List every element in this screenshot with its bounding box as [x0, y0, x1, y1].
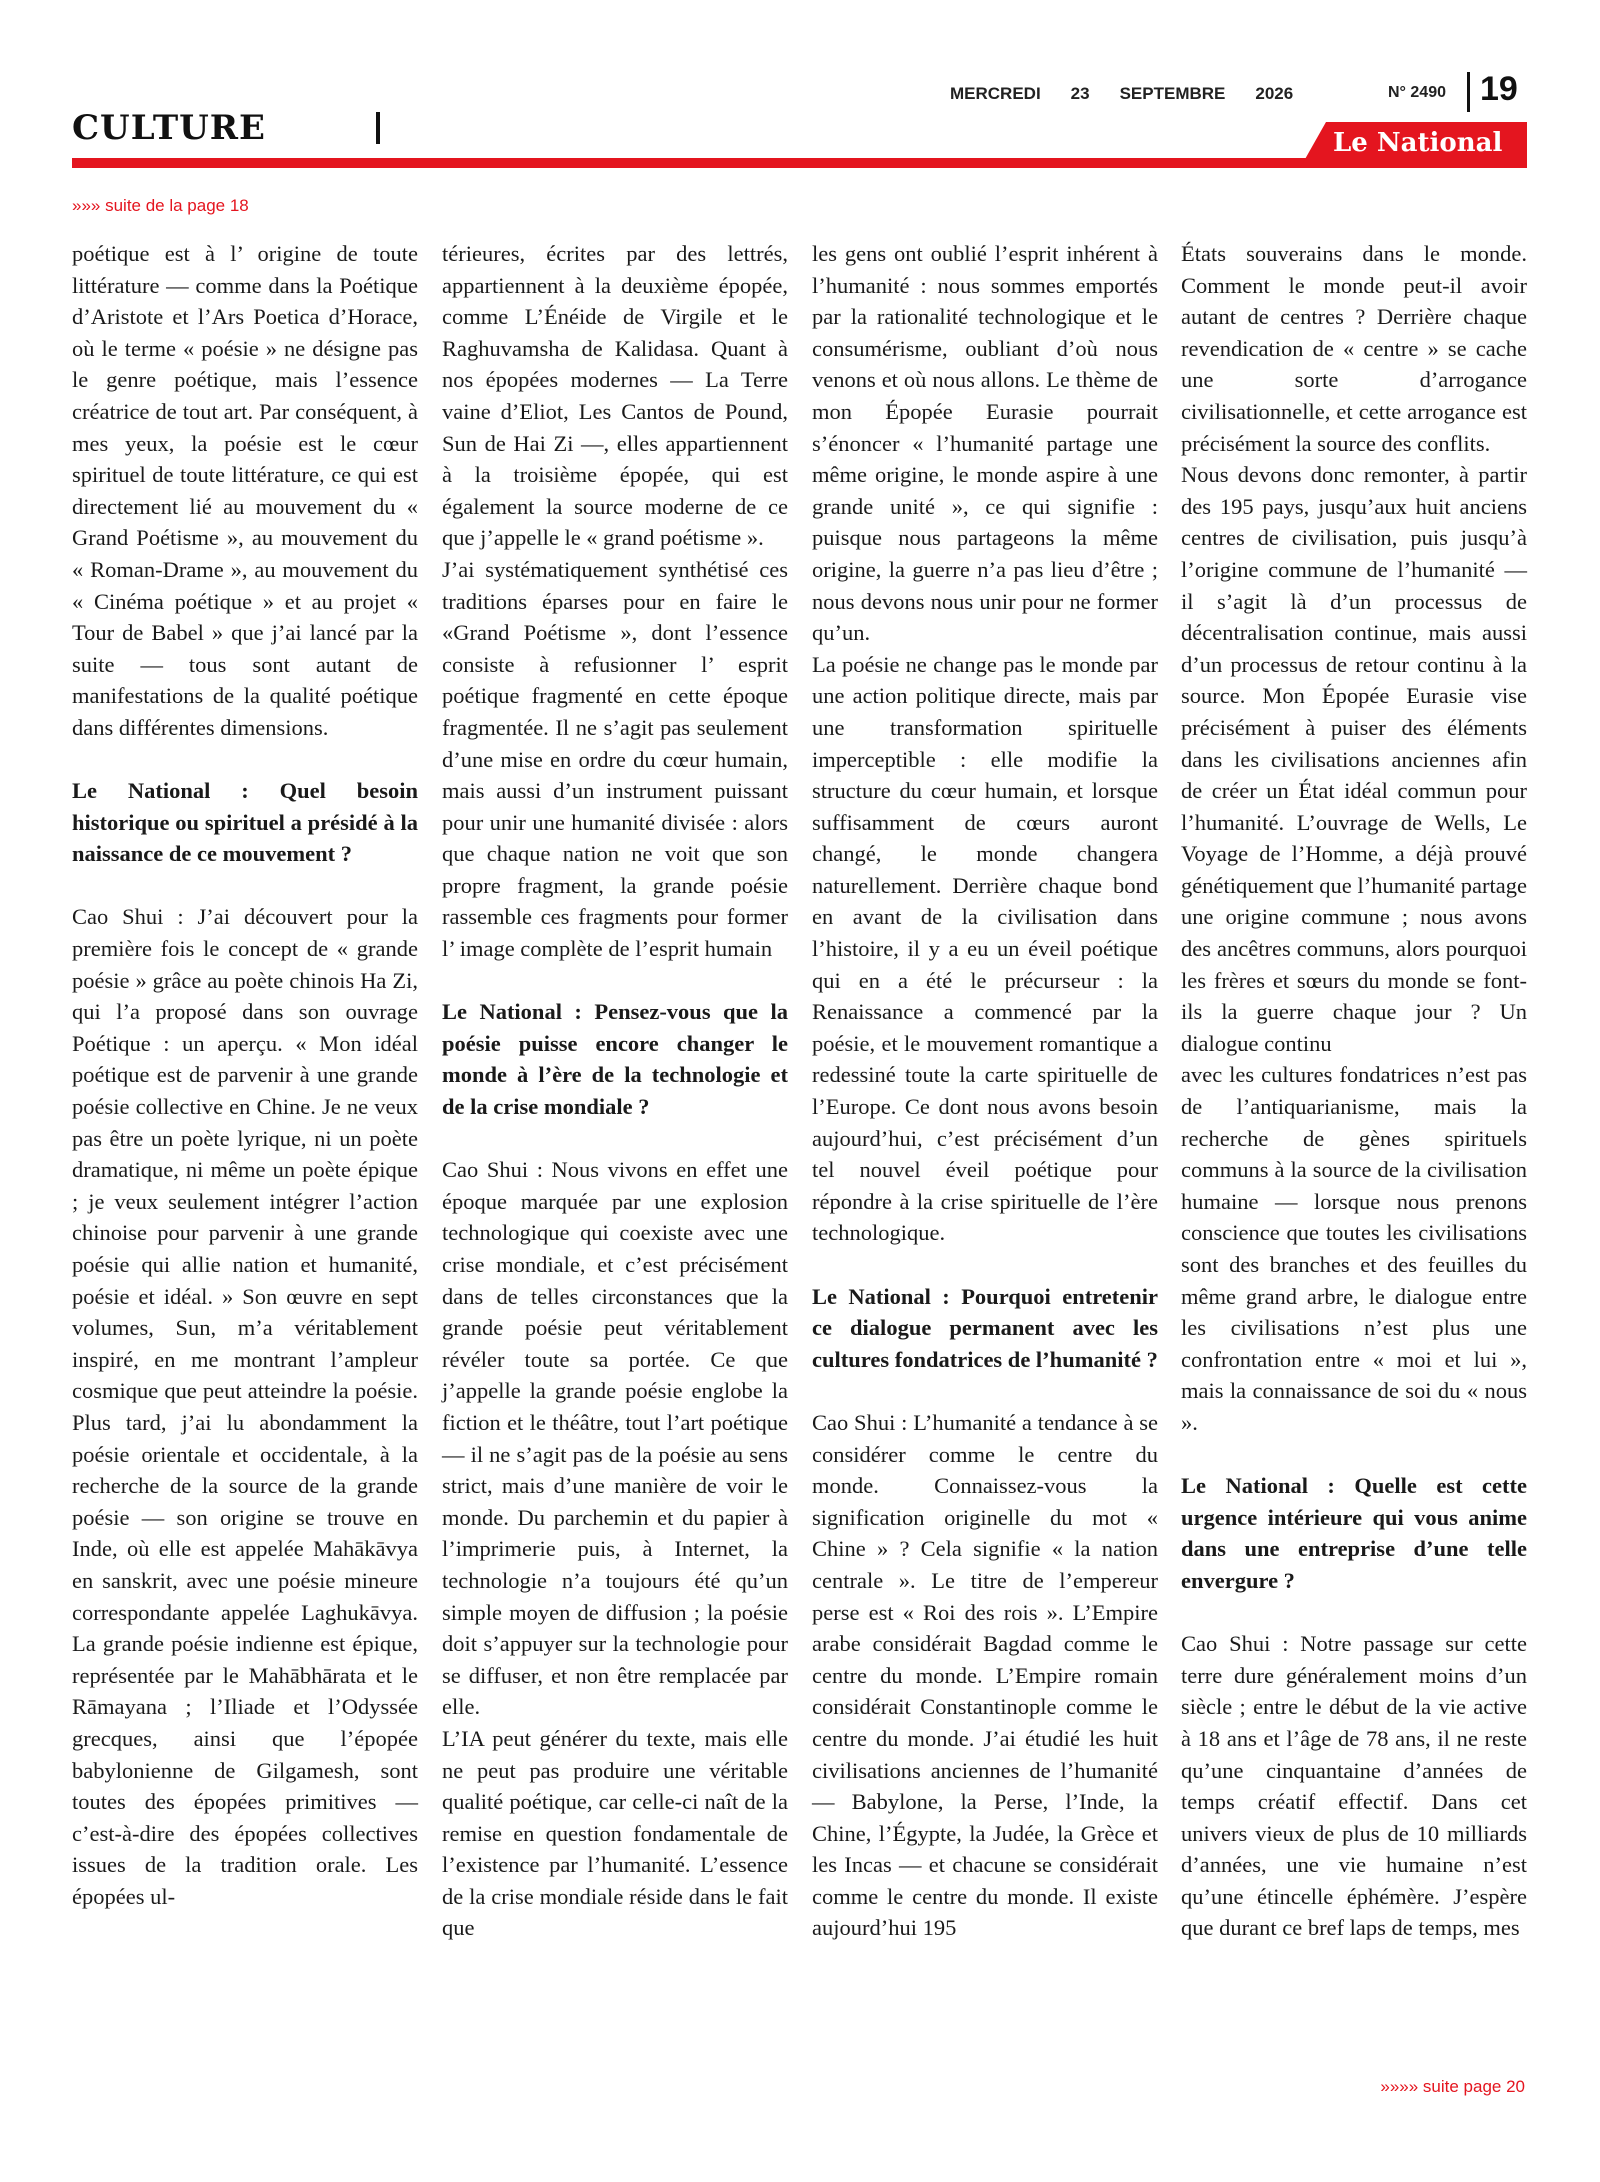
- date-day: 23: [1070, 84, 1090, 103]
- article-paragraph: Cao Shui : L’humanité a tendance à se considérer comme le centre du monde. Connaissez-vous la signification originelle du mot « Chine » ? Cela signifie « la nation centrale ». Le titre de l’empereur perse est « Roi des rois ». L’Empire arabe considérait Bagdad comme le centre du monde. L’Empire romain considérait Constantinople comme le centre du monde. J’ai étudié les huit civilisations anciennes de l’humanité — Babylone, la Perse, l’Inde, la Chine, l’Égypte, la Judée, la Grèce et les Incas — et chacune se considérait comme le centre du monde. Il existe aujourd’hui 195: [812, 1409, 1158, 1941]
- date-weekday: MERCREDI: [950, 84, 1041, 103]
- article-paragraph: Cao Shui : Nous vivons en effet une époque marquée par une explosion technologique qui coexiste avec une crise mondiale, et c’est précisément dans de telles circonstances que la grande poésie peut véritablement révéler toute sa portée. Ce que j’appelle la grande poésie englobe la fiction et le théâtre, tout l’art poétique — il ne s’agit pas de la poésie au sens strict, mais d’une manière de voir le monde. Du parchemin et du papier à l’imprimerie puis, à Internet, la technologie n’a toujours été qu’un simple moyen de diffusion ; la poésie doit s’appuyer sur la technologie pour se diffuser, et non être remplacée par elle.: [442, 1157, 788, 1720]
- article-paragraph: L’IA peut générer du texte, mais elle ne peut pas produire une véritable qualité poétique, car celle-ci naît de la remise en question fondamentale de l’existence par l’humanité. L’essence de la crise mondiale réside dans le fait que: [442, 1725, 788, 1941]
- article-paragraph: Cao Shui : J’ai découvert pour la première fois le concept de « grande poésie » grâce au poète chinois Ha Zi, qui l’a proposé dans son ouvrage Poétique : un aperçu. « Mon idéal poétique est de parvenir à une grande poésie collective en Chine. Je ne veux pas être un poète lyrique, ni un poète dramatique, ni même un poète épique ; je veux seulement intégrer l’action chinoise pour parvenir à une grande poésie qui allie nation et humanité, poésie et idéal. » Son œuvre en sept volumes, Sun, m’a véritablement inspiré, en me montrant l’ampleur cosmique que peut atteindre la poésie. Plus tard, j’ai lu abondamment la poésie orientale et occidentale, à la recherche de la source de la grande poésie — son origine se trouve en Inde, où elle est appelée Mahākāvya en sanskrit, avec une poésie mineure correspondante appelée Laghukāvya. La grande poésie indienne est épique, représentée par le Mahābhārata et le Rāmayana ; l’Iliade et l’Odyssée grecques, ainsi que l’épopée babylonienne de Gilgamesh, sont toutes des épopées primitives — c’est-à-dire des épopées collectives issues de la tradition orale. Les épopées ul-: [72, 904, 418, 1909]
- article-column-4: [1181, 238, 1527, 1944]
- article-paragraph: poétique est à l’ origine de toute littérature — comme dans la Poétique d’Aristote et l’Ars Poetica d’Horace, où le terme « poésie » ne désigne pas le genre poétique, mais l’essence créatrice de tout art. Par conséquent, à mes yeux, la poésie est le cœur spirituel de toute littérature, ce qui est directement lié au mouvement du « Grand Poétisme », au mouvement du « Roman-Drame », au mouvement du « Cinéma poétique » et au projet « Tour de Babel » que j’ai lancé par la suite — tous sont autant de manifestations de la qualité poétique dans différentes dimensions.: [72, 241, 418, 740]
- masthead-brand: Le National: [1333, 128, 1503, 158]
- article-column-3: [812, 238, 1158, 1944]
- interview-question: Le National : Quel besoin historique ou spirituel a présidé à la naissance de ce mouvement ?: [72, 778, 418, 867]
- interview-question: Le National : Pourquoi entretenir ce dialogue permanent avec les cultures fondatrices de l’humanité ?: [812, 1283, 1158, 1372]
- article-paragraph: les gens ont oublié l’esprit inhérent à l’humanité : nous sommes emportés par la rationalité technologique et le consumérisme, oubliant d’où nous venons et où nous allons. Le thème de mon Épopée Eurasie pourrait s’énoncer « l’humanité partage une même origine, le monde aspire à une grande unité », ce qui signifie : puisque nous partageons la même origine, la guerre n’a pas lieu d’être ; nous devons nous unir pour ne former qu’un.: [812, 241, 1158, 646]
- article-paragraph: La poésie ne change pas le monde par une action politique directe, mais par une transformation spirituelle imperceptible : elle modifie la structure du cœur humain, et lorsque suffisamment de cœurs auront changé, le monde changera naturellement. Derrière chaque bond en avant de la civilisation dans l’histoire, il y a eu un éveil poétique qui en a été le précurseur : la Renaissance a commencé par la poésie, et le mouvement romantique a redessiné toute la carte spirituelle de l’Europe. Ce dont nous avons besoin aujourd’hui, c’est précisément d’un tel nouvel éveil poétique pour répondre à la crise spirituelle de l’ère technologique.: [812, 651, 1158, 1246]
- article-paragraph: J’ai systématiquement synthétisé ces traditions éparses pour en faire le «Grand Poétisme », dont l’essence consiste à refusionner l’ esprit poétique fragmenté en cette époque fragmentée. Il ne s’agit pas seulement d’une mise en ordre du cœur humain, mais aussi d’un instrument puissant pour unir une humanité divisée : alors que chaque nation ne voit que son propre fragment, la grande poésie rassemble ces fragments pour former l’ image complète de l’esprit humain: [442, 556, 788, 962]
- section-title: CULTURE: [72, 108, 266, 148]
- date-year: 2026: [1255, 84, 1294, 103]
- section-title-divider: [376, 112, 380, 144]
- article-paragraph: Cao Shui : Notre passage sur cette terre dure généralement moins d’un siècle ; entre le début de la vie active à 18 ans et l’âge de 78 ans, il ne reste qu’une cinquantaine d’années de temps créatif effectif. Dans cet univers vieux de plus de 10 milliards d’années, une vie humaine n’est qu’une étincelle éphémère. J’espère que durant ce bref laps de temps, mes: [1181, 1631, 1527, 1941]
- article-paragraph: États souverains dans le monde. Comment le monde peut-il avoir autant de centres ? Derrière chaque revendication de « centre » se cache une sorte d’arrogance civilisationnelle, et cette arrogance est précisément la source des conflits.: [1181, 241, 1527, 456]
- continued-from-link: »»» suite de la page 18: [72, 196, 249, 215]
- issue-date: [950, 84, 1293, 104]
- page-number: 19: [1480, 70, 1518, 108]
- interview-question: Le National : Pensez-vous que la poésie puisse encore changer le monde à l’ère de la technologie et de la crise mondiale ?: [442, 999, 788, 1120]
- article-paragraph: avec les cultures fondatrices n’est pas de l’antiquarianisme, mais la recherche de gènes spirituels communs à la source de la civilisation humaine — lorsque nous prenons conscience que toutes les civilisations sont des branches et des feuilles du même grand arbre, le dialogue entre les civilisations n’est plus une confrontation entre « moi et lui », mais la connaissance de soi du « nous ».: [1181, 1062, 1527, 1435]
- article-paragraph: térieures, écrites par des lettrés, appartiennent à la deuxième épopée, comme L’Énéide de Virgile et le Raghuvamsha de Kalidasa. Quant à nos épopées modernes — La Terre vaine d’Eliot, Les Cantos de Pound, Sun de Hai Zi —, elles appartiennent à la troisième épopée, qui est également la source moderne de ce que j’appelle le « grand poétisme ».: [442, 241, 788, 551]
- date-month: SEPTEMBRE: [1119, 84, 1226, 103]
- continued-to-link: »»»» suite page 20: [1380, 2077, 1525, 2096]
- article-column-1: [72, 238, 418, 1912]
- article-column-2: [442, 238, 788, 1944]
- interview-question: Le National : Quelle est cette urgence intérieure qui vous anime dans une entreprise d’une telle envergure ?: [1181, 1473, 1527, 1593]
- issue-number: N° 2490: [1388, 84, 1446, 101]
- article-paragraph: Nous devons donc remonter, à partir des 195 pays, jusqu’aux huit anciens centres de civilisation, puis jusqu’à l’origine commune de l’humanité — il s’agit là d’un processus de décentralisation continue, mais aussi d’un processus de retour continu à la source. Mon Épopée Eurasie vise précisément à puiser des éléments dans les civilisations anciennes afin de créer un État idéal commun pour l’humanité. L’ouvrage de Wells, Le Voyage de l’Homme, a déjà prouvé génétiquement que l’humanité partage une origine commune ; nous avons des ancêtres communs, alors pourquoi les frères et sœurs du monde se font-ils la guerre chaque jour ? Un dialogue continu: [1181, 462, 1527, 1056]
- page-number-divider: [1467, 72, 1470, 112]
